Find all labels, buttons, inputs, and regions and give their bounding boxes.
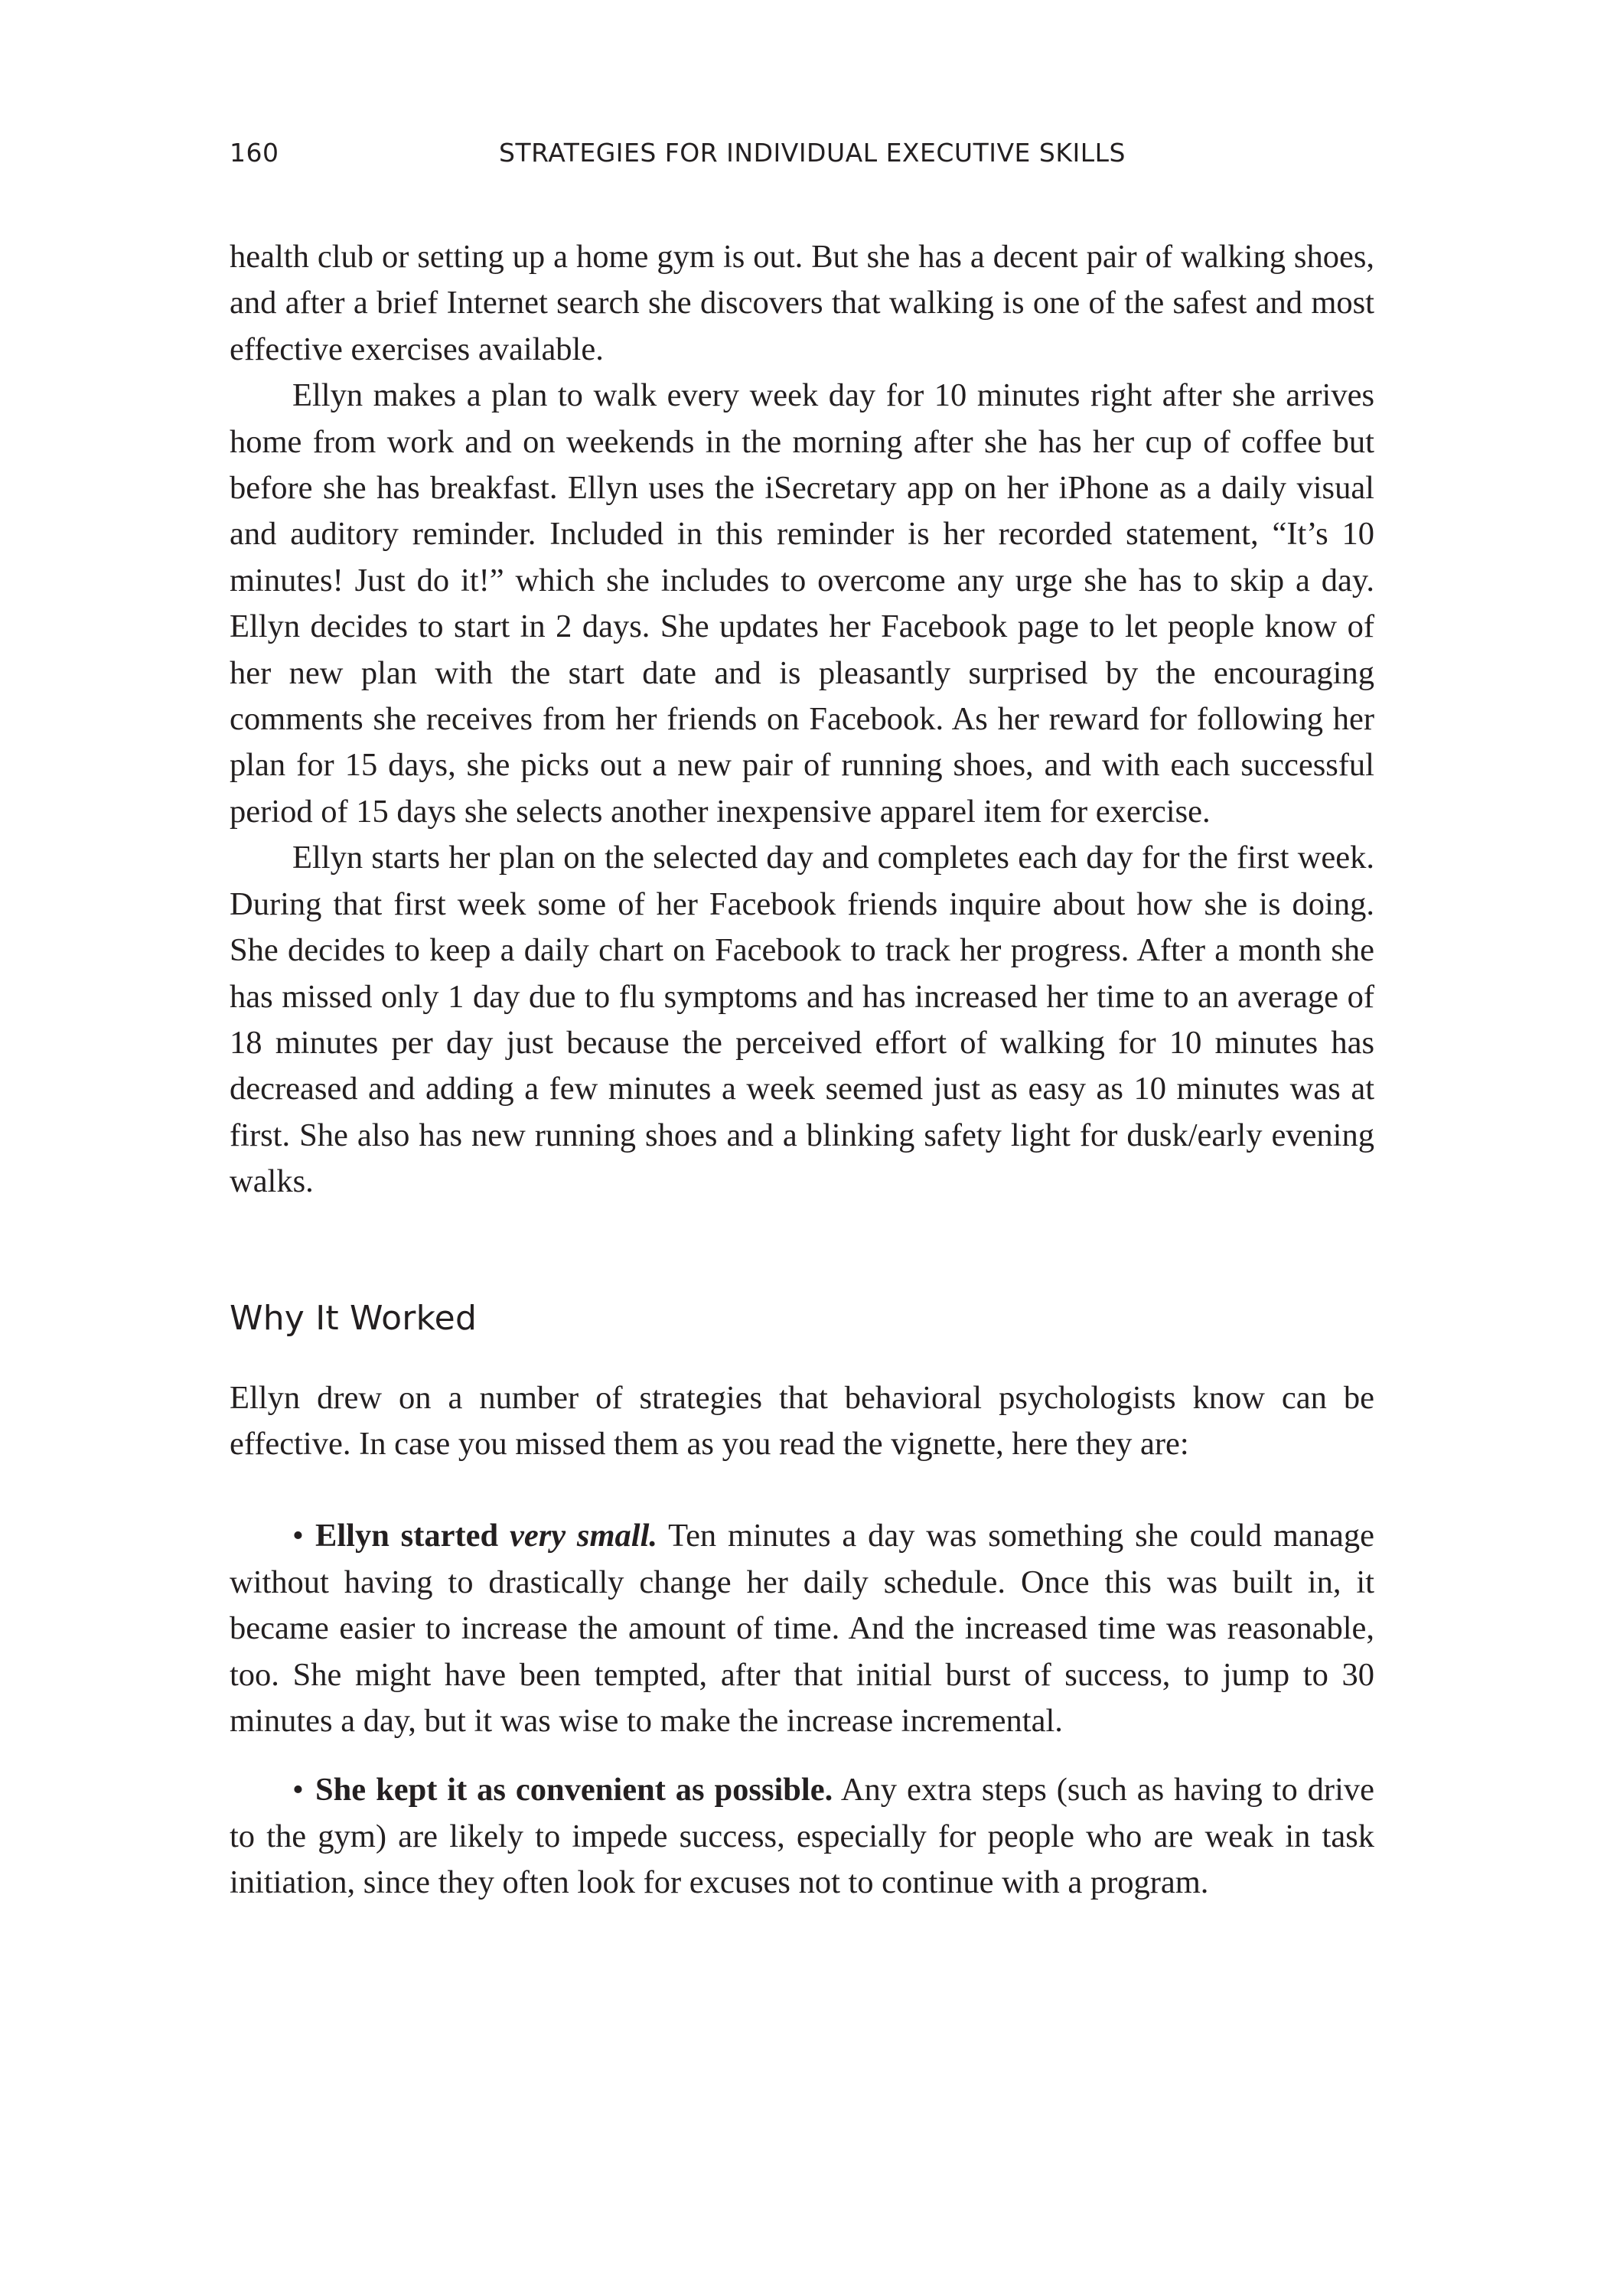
- run-in-heading: [315, 1772, 833, 1808]
- run-in-bold: Ellyn started: [315, 1518, 510, 1554]
- list-item: [230, 1767, 1374, 1906]
- bullet-icon: •: [292, 1772, 304, 1808]
- list-item-text: Any extra steps (such as having to drive to the gym) are likely to impede success, especially for people who are weak in task initiation, since they often look for excuses not to continue with a program.: [230, 1772, 1374, 1901]
- run-in-bold-italic: very small.: [509, 1518, 658, 1554]
- section-heading: Why It Worked: [230, 1298, 478, 1338]
- strategy-list: [230, 1513, 1374, 1906]
- run-in-heading: [315, 1518, 657, 1554]
- run-in-bold: She kept it as convenient as possible.: [315, 1772, 833, 1808]
- list-item-text: Ten minutes a day was something she could manage without having to drastically change her daily schedule. Once this was built in, it became easier to increase the amount of time. And the increased time was reasonable, too. She might have been tempted, after that initial burst of success, to jump to 30 minutes a day, but it was wise to make the increase incremental.: [230, 1518, 1374, 1739]
- bullet-icon: •: [292, 1518, 304, 1554]
- body-paragraph: Ellyn starts her plan on the selected day and completes each day for the first week. During that first week some of her Facebook friends inquire about how she is doing. She decides to keep a daily chart on Facebook to track her progress. After a month she has missed only 1 day due to flu symptoms and has increased her time to an average of 18 minutes per day just because the perceived effort of walking for 10 minutes has decreased and adding a few minutes a week seemed just as easy as 10 minutes was at first. She also has new running shoes and a blinking safety light for dusk/early evening walks.: [230, 840, 1374, 1200]
- continuation-paragraph: health club or setting up a home gym is out. But she has a decent pair of walking shoes, and after a brief Internet search she discovers that walking is one of the safest and most effective exercises available.: [230, 239, 1374, 367]
- main-text: [230, 234, 1374, 1929]
- section-intro: Ellyn drew on a number of strategies that behavioral psychologists know can be effective. In case you missed them as you read the vignette, here they are:: [230, 1379, 1374, 1462]
- page-number: 160: [230, 138, 279, 168]
- running-title: STRATEGIES FOR INDIVIDUAL EXECUTIVE SKILLS: [499, 138, 1126, 168]
- body-paragraph: Ellyn makes a plan to walk every week day for 10 minutes right after she arrives home from work and on weekends in the morning after she has her cup of coffee but before she has breakfast. Ellyn uses the iSecretary app on her iPhone as a daily visual and auditory reminder. Included in this reminder is her recorded statement, “It’s 10 minutes! Just do it!” which she includes to overcome any urge she has to skip a day. Ellyn decides to start in 2 days. She updates her Facebook page to let people know of her new plan with the start date and is pleasantly surprised by the encouraging comments she receives from her friends on Facebook. As her reward for following her plan for 15 days, she picks out a new pair of running shoes, and with each successful period of 15 days she selects another inexpensive apparel item for exercise.: [230, 377, 1374, 830]
- list-item: [230, 1513, 1374, 1744]
